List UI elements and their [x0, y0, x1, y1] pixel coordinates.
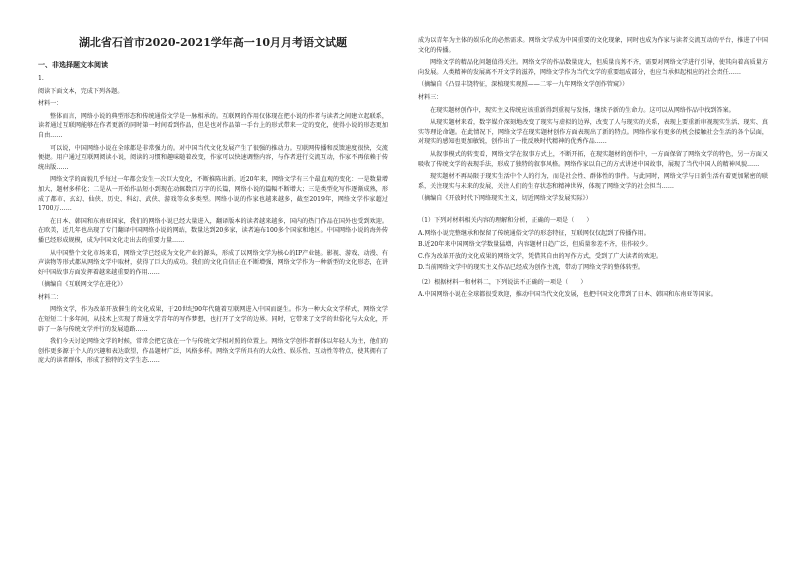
question-1-stem: （1）下列对材料相关内容的理解和分析，正确的一项是（ ）	[418, 216, 593, 224]
right-paragraph-2: 网络文学的精品化问题值得关注。网络文学的作品数量庞大，但质量良莠不齐，需要对网络文学进行引导，使其向着高质量方向发展。人类精神的发展离不开文学的滋养，网络文学作为当代文学的重要组成部分，也应当承担起相应的社会责任……	[418, 59, 768, 76]
material3-label: 材料三：	[418, 93, 443, 101]
left-paragraph-5: 从中国整个文化市场来看，网络文学已经成为文化产业的源头，形成了以网络文学为核心的IP产业链。影视、游戏、动漫、有声读物等形式都从网络文学中取材，获得了巨大的成功。我们的文化自信正在不断增强，网络文学作为一种新型的文化形态，在讲好中国故事方面发挥着越来越重要的作用……	[38, 249, 388, 276]
left-paragraph-1: 整体而言，网络小说的典型形态和传统通俗文学是一脉相承的。互联网的作用仅体现在把小说的作者与读者之间建立起联系，读者通过互联网能够在作者更新的同时第一时间看到作品，但是也对作品第一手台上的形式带来一定的变化，使得小说的形态更加自由……	[38, 112, 388, 139]
question-1-option-a: A.网络小说完整继承和保留了传统通俗文学的形态特征，互联网仅仅起到了传播作用。	[418, 229, 650, 237]
document-title: 湖北省石首市2020-2021学年高一10月月考语文试题	[78, 36, 348, 49]
source-3: （摘编自《开放时代下网络现实主义，切近网络文学发展实际》）	[418, 195, 592, 203]
right-column	[418, 0, 768, 562]
left-paragraph-3: 网络文学的面貌几乎每过一年都会发生一次巨大变化，不断推陈出新。近20年来，网络文学有三个最直观的变化：一是数量增加大，题材多样化；二是从一开始作品短小到现在动辄数百万字的长篇，网络小说的篇幅不断增大；三是类型化写作逐渐成熟，形成了都市、玄幻、仙侠、历史、科幻、武侠、游戏等众多类型。网络小说的作家也越来越多，截至2019年，网络文学作家超过1700万……	[38, 176, 388, 213]
source-2: （摘编自《凸显丰饶特征，深植现实观照——二零一九年网络文学创作管窥》）	[418, 81, 629, 89]
right-paragraph-6: 现实题材不再局限于现实生活中个人的行为，而是社会性、群体性的事件。与此同时，网络文学与日新生活有着更加紧密的联系，关注现实与未来的发展，关注人们的生存状态和精神世界，体现了网络文学的社会担当……	[418, 173, 768, 190]
right-paragraph-5: 从叙事模式的转变看，网络文学在叙事方式上，不断开拓，在现实题材的创作中，一方面保留了网络文学的特色，另一方面又吸收了传统文学的表现手法，形成了独特的叙事风格。网络作家以自己的方式讲述中国故事，展现了当代中国人的精神风貌……	[418, 150, 768, 168]
right-paragraph-1: 成为以青年为主体的娱乐化的必然需求。网络文学成为中国重要的文化现象，同时也成为作家与读者交流互动的平台，推进了中国文化的传播。	[418, 37, 768, 54]
question-1-option-c: C.作为改革开放的文化成果的网络文学，凭借其自由的写作方式，受到了广大读者的欢迎。	[418, 252, 663, 260]
question-number: 1.	[38, 75, 44, 82]
question-2-stem: （2）根据材料一和材料二，下列说法不正确的一项是（ ）	[418, 278, 587, 286]
right-paragraph-3: 在现实题材创作中，现实主义传统应该重新得到重视与发扬，继续予新的生命力。这可以从网络作品中找到答案。	[430, 106, 735, 114]
instruction: 阅读下面文本，完成下列各题。	[38, 87, 124, 95]
section-heading: 一、非选择题文本阅读	[38, 60, 108, 69]
question-1-option-d: D.当前网络文学中的现实主义作品已经成为创作主流，带动了网络文学的整体转型。	[418, 264, 644, 272]
question-1-option-b: B.近20年来中国网络文学数量猛增，内容题材日趋广泛，但质量参差不齐，佳作较少。	[418, 241, 652, 249]
right-paragraph-4: 从现实题材来看，数字媒介深刻地改变了现实与虚拟的边界，改变了人与现实的关系，表现上要重新审视现实生活、现实、真实等理论命题。在此情况下，网络文学在现实题材创作方面表现出了新的特点。网络作家有更多的机会接触社会生活的各个层面，对现实的感知也更加敏锐，创作出了一批反映时代精神的优秀作品……	[418, 119, 768, 146]
question-2-option-a: A.中国网络小说在全球都很受欢迎，推动中国当代文化发展，也把中国文化带到了日本、韩国和东南亚等国家。	[418, 291, 717, 299]
material1-label: 材料一：	[38, 100, 63, 108]
material2-label: 材料二：	[38, 293, 63, 301]
left-column	[38, 0, 388, 562]
left-paragraph-7: 我们今天讨论网络文学的时候，常常会把它放在一个与传统文学相对照的位置上。网络文学创作者群体以年轻人为主，他们的创作更多源于个人的兴趣和表达欲望，作品题材广泛，风格多样。网络文学所具有的大众性、娱乐性、互动性等特点，使其拥有了庞大的读者群体，形成了独特的文学生态……	[38, 338, 388, 365]
source-1: （摘编自《互联网文学在进化》）	[38, 281, 127, 289]
left-paragraph-2: 可以说，中国网络小说在全球都是非常强力的。对中国当代文化发展产生了很强的推动力。互联网传播和反馈速度很快，交流便捷。用户通过互联网阅读小说，阅读的习惯和趣味随着改变，作家可以快速调整内容，与作者进行交流互动，作家不再依赖于传统出版……	[38, 144, 388, 171]
left-paragraph-4: 在日本、韩国和东南亚国家，我们的网络小说已经大量进入，翻译版本的读者越来越多，国内的热门作品在国外也受到欢迎。在欧美，近几年也出现了专门翻译中国网络小说的网站，数量达到20多家，读者遍布100多个国家和地区。中国网络小说的海外传播已经形成规模，成为中国文化走出去的重要力量……	[38, 217, 388, 244]
left-paragraph-6: 网络文学，作为改革开放催生的文化成果，于20世纪90年代随着互联网进入中国而诞生。作为一种大众文学样式，网络文学在短短二十多年间，从技术上实现了普通文学青年的写作梦想，也打开了文学的边界。同时，它带来了文学的世俗化与大众化，开辟了一条与传统文学并行的发展道路……	[38, 306, 388, 333]
